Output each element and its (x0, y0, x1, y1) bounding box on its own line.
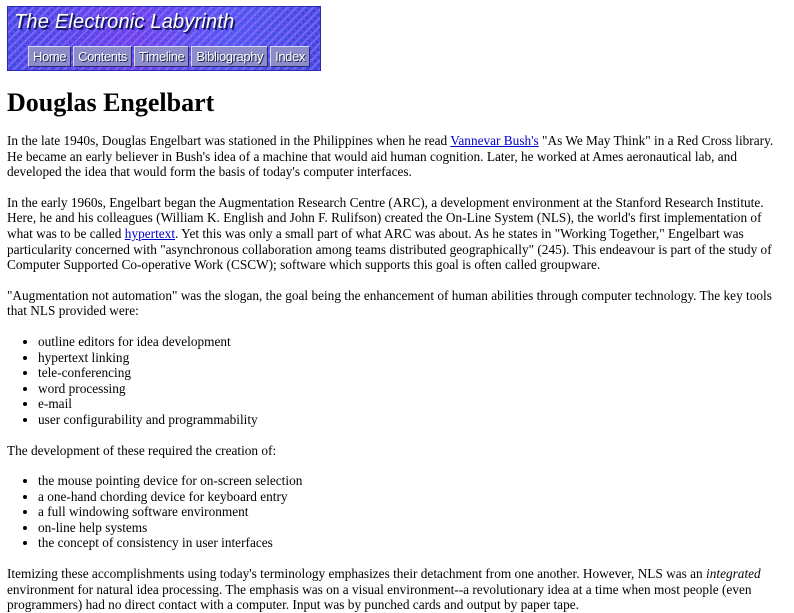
list-item: • word processing (38, 381, 786, 397)
list-item: • outline editors for idea development (38, 334, 786, 350)
paragraph-text: . Yet this was only a small part of what ARC was about. As he states in "Working Together," Engelbart was particularity concerned with "asynchronous collaboration among teams distributed geographically" (245). This endeavour is part of the study of Computer Supported Co-operative Work (CSCW); software which supports this goal is often called groupware. (7, 225, 772, 273)
list-item: • the mouse pointing device for on-screen selection (38, 473, 786, 489)
list-item: • e-mail (38, 396, 786, 412)
nav-index-button[interactable]: Index (270, 46, 310, 67)
site-banner (7, 6, 321, 71)
paragraph-text: In the late 1940s, Douglas Engelbart was stationed in the Philippines when he read (7, 133, 451, 148)
banner-nav (28, 46, 310, 67)
list-item: • tele-conferencing (38, 365, 786, 381)
nav-timeline-button[interactable]: Timeline (134, 46, 189, 67)
list-item: • the concept of consistency in user interfaces (38, 535, 786, 551)
list-item: • user configurability and programmability (38, 412, 786, 428)
paragraph-text: environment for natural idea processing. The emphasis was on a visual environment--a revolutionary idea at a time when most people (even programmers) had no direct contact with a computer. Input was by punched cards and output by paper tape. (7, 581, 752, 613)
nav-home-button[interactable]: Home (28, 46, 71, 67)
emphasis-integrated: integrated (706, 566, 761, 582)
nav-contents-button[interactable]: Contents (73, 46, 132, 67)
paragraph-text: "As We May Think" in a Red Cross library. He became an early believer in Bush's idea of a machine that would aid human cognition. Later, he worked at Ames aeronautical lab, and developed the idea that would form the basis of today's computer interfaces. (7, 133, 774, 180)
page-title: Douglas Engelbart (7, 88, 215, 117)
list-item: • hypertext linking (38, 350, 786, 366)
paragraph-slogan: "Augmentation not automation" was the slogan, the goal being the enhancement of human abilities through computer technology. The key tools that NLS provided were: (7, 287, 772, 319)
list-item: • on-line help systems (38, 520, 786, 536)
list-item: • a one-hand chording device for keyboard entry (38, 489, 786, 505)
paragraph-development: The development of these required the creation of: (7, 442, 277, 458)
vannevar-bush-link[interactable]: Vannevar Bush's (450, 133, 539, 148)
paragraph-text: In the early 1960s, Engelbart began the Augmentation Research Centre (ARC), a development environment at the Stanford Research Institute. Here, he and his colleagues (William K. English and John F. Rulifson) created the On-Line System (NLS), the world's first implementation of what was to be called (7, 194, 764, 241)
hypertext-link[interactable]: hypertext (124, 225, 176, 241)
nls-tools-list (7, 334, 786, 428)
creations-list (7, 473, 786, 551)
list-item: • a full windowing software environment (38, 504, 786, 520)
paragraph-text: Itemizing these accomplishments using today's terminology emphasizes their detachment from one another. However, NLS was an (7, 566, 707, 582)
nav-bibliography-button[interactable]: Bibliography (191, 46, 268, 67)
site-title: The Electronic Labyrinth (14, 11, 235, 33)
paragraph-intro (7, 133, 786, 180)
paragraph-integrated (7, 566, 786, 613)
paragraph-arc (7, 195, 786, 273)
